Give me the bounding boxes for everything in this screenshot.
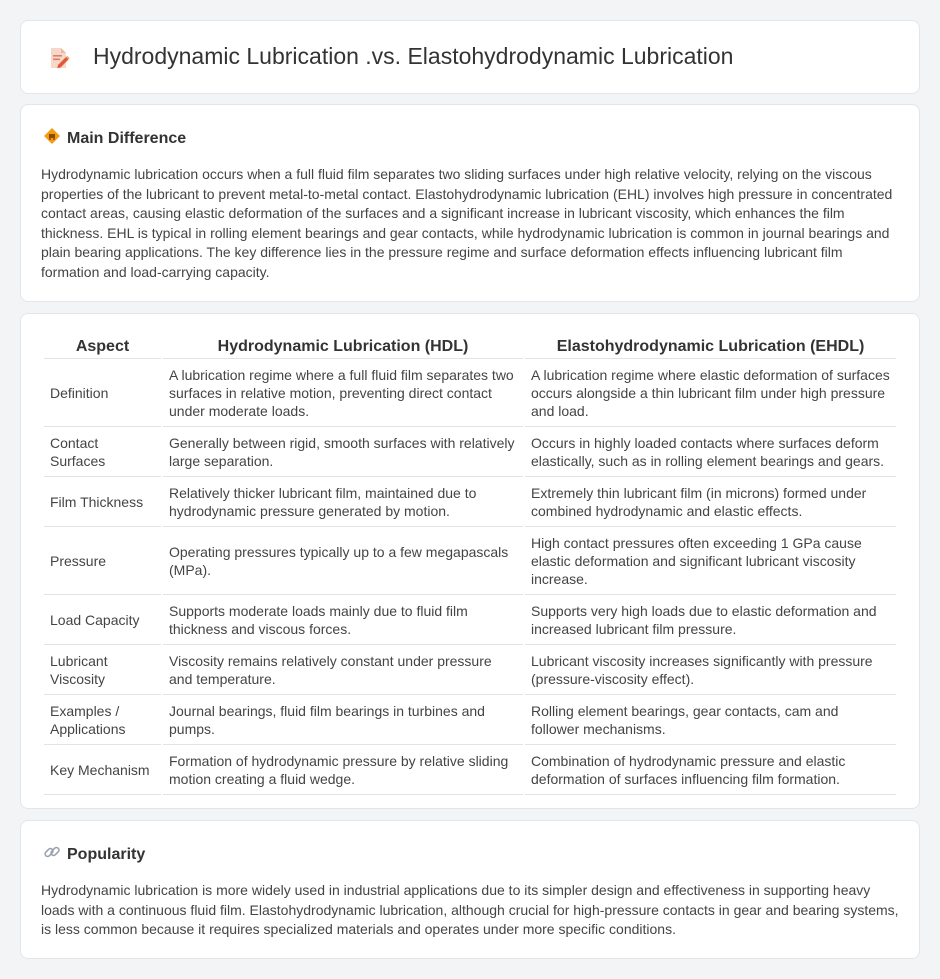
aspect-cell: Examples / Applications — [44, 695, 161, 745]
main-difference-title: Main Difference — [67, 129, 187, 147]
main-difference-heading — [43, 127, 186, 150]
table-row — [44, 359, 896, 427]
table-row — [44, 427, 896, 477]
table-row — [44, 527, 896, 595]
hdl-cell: Formation of hydrodynamic pressure by relative sliding motion creating a fluid wedge. — [163, 745, 523, 795]
ehdl-cell: Occurs in highly loaded contacts where surfaces deform elastically, such as in rolling element bearings and gears. — [525, 427, 896, 477]
comparison-table-card — [20, 313, 920, 809]
popularity-title: Popularity — [67, 845, 146, 863]
ehdl-cell: Combination of hydrodynamic pressure and elastic deformation of surfaces influencing film formation. — [525, 745, 896, 795]
document-edit-icon — [47, 46, 71, 70]
column-header-aspect: Aspect — [44, 336, 161, 359]
ehdl-cell: High contact pressures often exceeding 1 GPa cause elastic deformation and significant lubricant viscosity increase. — [525, 527, 896, 595]
column-header-ehdl: Elastohydrodynamic Lubrication (EHDL) — [525, 336, 896, 359]
table-row — [44, 745, 896, 795]
hdl-cell: Generally between rigid, smooth surfaces with relatively large separation. — [163, 427, 523, 477]
popularity-text: Hydrodynamic lubrication is more widely used in industrial applications due to its simpler design and effectiveness in supporting heavy loads with a continuous fluid film. Elastohydrodynamic lubrication, although crucial for high-pressure contacts in gear and bearing systems, is less common because it requires specialized materials and operates under more specific conditions. — [41, 882, 899, 938]
link-icon — [43, 843, 61, 866]
hdl-cell: Journal bearings, fluid film bearings in turbines and pumps. — [163, 695, 523, 745]
table-row — [44, 477, 896, 527]
table-row — [44, 695, 896, 745]
table-header-row — [44, 336, 896, 359]
hdl-cell: Supports moderate loads mainly due to fluid film thickness and viscous forces. — [163, 595, 523, 645]
aspect-cell: Lubricant Viscosity — [44, 645, 161, 695]
ehdl-cell: Extremely thin lubricant film (in microns) formed under combined hydrodynamic and elastic effects. — [525, 477, 896, 527]
ehdl-cell: A lubrication regime where elastic deformation of surfaces occurs alongside a thin lubricant film under high pressure and load. — [525, 359, 896, 427]
aspect-cell: Load Capacity — [44, 595, 161, 645]
aspect-cell: Pressure — [44, 527, 161, 595]
hdl-cell: Operating pressures typically up to a few megapascals (MPa). — [163, 527, 523, 595]
main-difference-card — [20, 104, 920, 302]
aspect-cell: Film Thickness — [44, 477, 161, 527]
ehdl-cell: Lubricant viscosity increases significantly with pressure (pressure-viscosity effect). — [525, 645, 896, 695]
header-card — [20, 20, 920, 94]
hdl-cell: A lubrication regime where a full fluid film separates two surfaces in relative motion, preventing direct contact under moderate loads. — [163, 359, 523, 427]
page-title: Hydrodynamic Lubrication .vs. Elastohydrodynamic Lubrication — [93, 43, 734, 69]
popularity-card — [20, 820, 920, 959]
aspect-cell: Definition — [44, 359, 161, 427]
aspect-cell: Key Mechanism — [44, 745, 161, 795]
table-row — [44, 595, 896, 645]
ehdl-cell: Rolling element bearings, gear contacts, cam and follower mechanisms. — [525, 695, 896, 745]
table-row — [44, 645, 896, 695]
diamond-warning-icon — [43, 127, 61, 150]
hdl-cell: Viscosity remains relatively constant under pressure and temperature. — [163, 645, 523, 695]
comparison-table — [42, 336, 898, 795]
popularity-heading — [43, 843, 145, 866]
aspect-cell: Contact Surfaces — [44, 427, 161, 477]
main-difference-text: Hydrodynamic lubrication occurs when a full fluid film separates two sliding surfaces under high relative velocity, relying on the viscous properties of the lubricant to prevent metal-to-metal contact. Elastohydrodynamic lubrication (EHL) involves high pressure in concentrated contact areas, causing elastic deformation of the surfaces and a significant increase in lubricant viscosity, which enhances the film thickness. EHL is typical in rolling element bearings and gear contacts, while hydrodynamic lubrication is common in journal bearings and plain bearing applications. The key difference lies in the pressure regime and surface deformation effects influencing lubricant film formation and load-carrying capacity. — [41, 166, 893, 280]
hdl-cell: Relatively thicker lubricant film, maintained due to hydrodynamic pressure generated by motion. — [163, 477, 523, 527]
ehdl-cell: Supports very high loads due to elastic deformation and increased lubricant film pressure. — [525, 595, 896, 645]
column-header-hdl: Hydrodynamic Lubrication (HDL) — [163, 336, 523, 359]
